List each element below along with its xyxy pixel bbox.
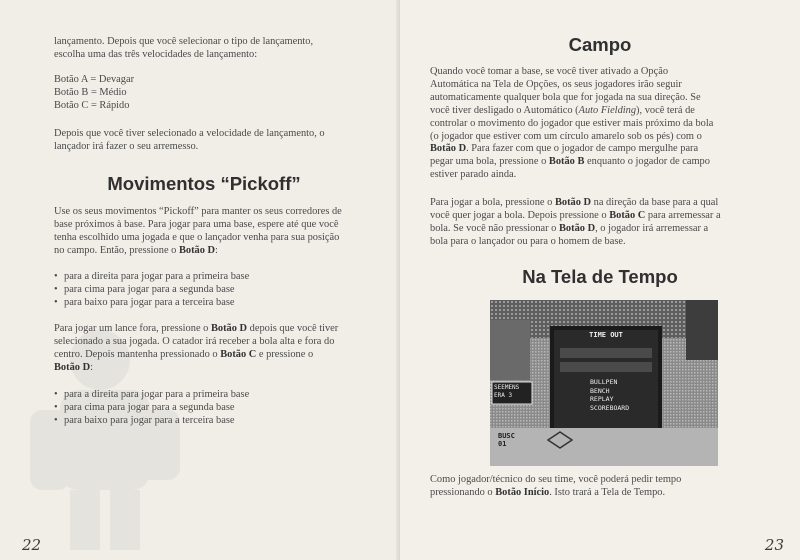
menu-item-replay[interactable]: REPLAY: [590, 395, 614, 403]
text-line: Para jogar um lance fora, pressione o Botão D depois que você tiver: [54, 323, 339, 334]
text-line: tenha escolhido uma jogada e que o lançador venha para sua posição: [54, 231, 340, 243]
list-item: • para cima para jogar para a segunda base: [54, 284, 249, 297]
pickoff-direction-list: [54, 271, 249, 310]
corner-label: BUSC 01: [498, 432, 515, 448]
text-line: Botão D. Para fazer com que o jogador de campo mergulhe para: [430, 143, 699, 155]
text-line: você tiver desligado o Automático (Auto Fielding), você terá de: [430, 104, 695, 116]
menu-item-bench[interactable]: BENCH: [590, 386, 610, 395]
list-item: • para a direita para jogar para a primeira base: [54, 389, 249, 402]
text-line: Botão D:: [54, 361, 93, 373]
text-line: (o jogador que estiver com um círculo amarelo sob os pés) com o: [430, 130, 702, 142]
text-line: bola. Se você não pressionar o Botão D, o jogador irá arremessar a: [430, 222, 709, 234]
menu-title: TIME OUT: [589, 331, 623, 339]
text-line: selecionado a sua jogada. O catador irá receber a bola alta e fora do: [54, 335, 335, 347]
text-line: Depois que você tiver selecionado a velocidade de lançamento, o: [54, 128, 325, 139]
heading-campo: Campo: [568, 34, 632, 55]
text-line: pegar uma bola, pressione o Botão B enquanto o jogador de campo: [430, 156, 710, 168]
text-line: lançador irá fazer o seu arremesso.: [54, 140, 199, 152]
text-line: bola para o lançador ou para o homem de base.: [430, 235, 626, 247]
pitcher-era: ERA 3: [494, 392, 513, 399]
menu-item-bullpen[interactable]: BULLPEN: [590, 378, 618, 386]
lance-direction-list: [54, 389, 249, 428]
page-number-right: 23: [764, 536, 784, 554]
menu-item-scoreboard[interactable]: SCOREBOARD: [590, 403, 630, 412]
text-line: controlar o movimento do jogador que estiver mais próximo da bola: [430, 117, 714, 129]
list-item: • para baixo para jogar para a terceira base: [54, 415, 249, 428]
text-line: estiver parado ainda.: [430, 169, 517, 181]
pickoff-text: [54, 206, 342, 258]
text-line: Como jogador/técnico do seu time, você poderá pedir tempo: [430, 474, 682, 485]
list-item: • para a direita para jogar para a primeira base: [54, 271, 249, 284]
lance-text: [54, 323, 338, 375]
speed-item: Botão A = Devagar: [54, 74, 135, 85]
jogar-text: [430, 197, 721, 249]
after-speed-text: [54, 128, 325, 154]
text-line: Automática na Tela de Opções, os seus jogadores irão seguir: [430, 78, 682, 90]
list-item: • para baixo para jogar para a terceira base: [54, 297, 249, 310]
pitcher-info-box: [494, 384, 519, 400]
intro-line: lançamento. Depois que você selecionar o tipo de lançamento,: [54, 36, 314, 47]
text-line: centro. Depois mantenha pressionado o Botão C e pressione o: [54, 348, 314, 360]
text-line: Quando você tomar a base, se você tiver ativado a Opção: [430, 66, 669, 77]
text-line: automaticamente qualquer bola que for jogada na sua direção. Se: [430, 91, 701, 103]
speed-item: Botão B = Médio: [54, 86, 127, 98]
campo-text: [430, 66, 713, 182]
caption-text: [430, 474, 681, 500]
text-line: Para jogar a bola, pressione o Botão D na direção da base para a qual: [430, 197, 719, 208]
right-page: [400, 0, 800, 560]
intro-text: [54, 36, 313, 62]
page-number-left: 22: [22, 536, 42, 554]
pitcher-name: SEEMENS: [494, 384, 520, 391]
list-item: • para cima para jogar para a segunda base: [54, 402, 249, 415]
heading-pickoff: Movimentos “Pickoff”: [107, 173, 301, 194]
speed-list: [54, 74, 134, 113]
intro-line: escolha uma das três velocidades de lançamento:: [54, 48, 258, 60]
speed-item: Botão C = Rápido: [54, 99, 130, 111]
text-line: base próximos à base. Para jogar para uma base, espere até que você: [54, 218, 339, 230]
time-out-screenshot: [490, 300, 718, 466]
time-out-menu: [590, 378, 629, 412]
text-line: você quer jogar a bola. Depois pressione o Botão C para arremessar a: [430, 209, 721, 221]
text-line: no campo. Então, pressione o Botão D:: [54, 244, 218, 256]
heading-tempo: Na Tela de Tempo: [522, 266, 678, 287]
text-line: pressionando o Botão Início. Isto trará a Tela de Tempo.: [430, 486, 666, 498]
text-line: Use os seus movimentos “Pickoff” para manter os seus corredores de: [54, 206, 342, 217]
